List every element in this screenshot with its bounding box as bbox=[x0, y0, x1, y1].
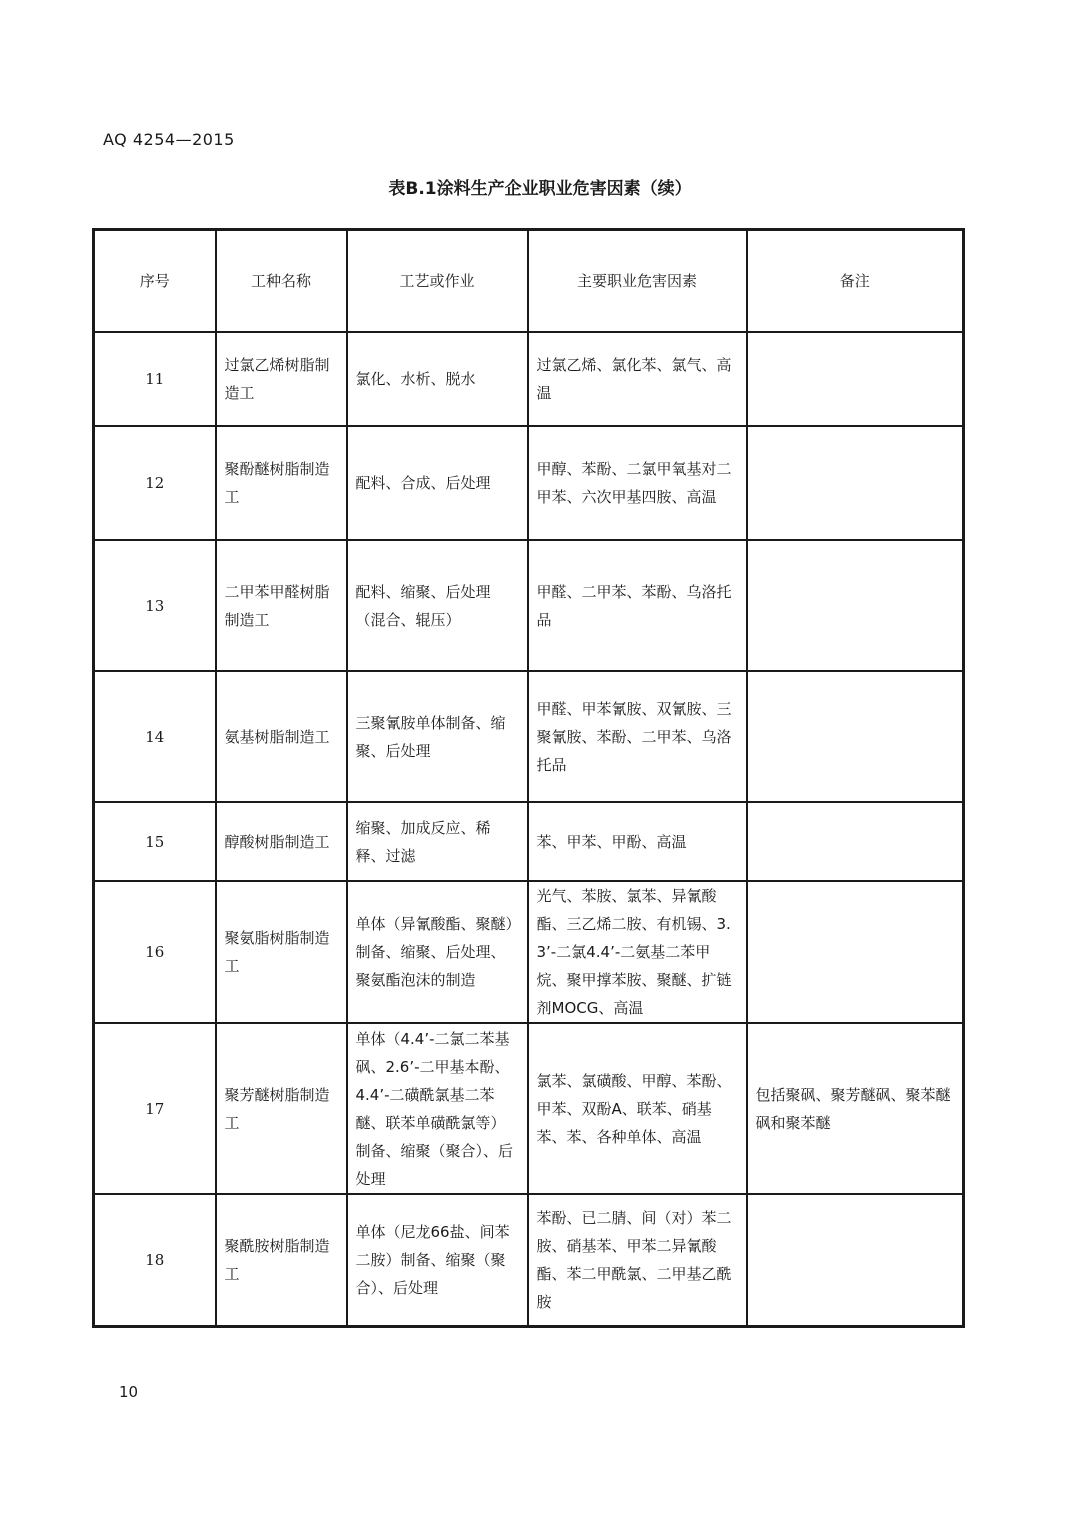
row-number: 11 bbox=[94, 332, 216, 426]
table-title: 表B.1涂料生产企业职业危害因素（续） bbox=[388, 179, 692, 199]
job-name: 醇酸树脂制造工 bbox=[216, 802, 347, 881]
note bbox=[747, 881, 964, 1023]
hazards: 光气、苯胺、氯苯、异氰酸酯、三乙烯二胺、有机锡、3.3’-二氯4.4’-二氨基二苯甲烷、聚甲撑苯胺、聚醚、扩链剂MOCG、高温 bbox=[528, 881, 747, 1023]
process: 配料、合成、后处理 bbox=[347, 426, 528, 540]
hazards: 氯苯、氯磺酸、甲醇、苯酚、甲苯、双酚A、联苯、硝基苯、苯、各种单体、高温 bbox=[528, 1023, 747, 1194]
table-row bbox=[94, 881, 964, 1023]
note bbox=[747, 802, 964, 881]
row-number: 15 bbox=[94, 802, 216, 881]
row-number: 17 bbox=[94, 1023, 216, 1194]
process: 配料、缩聚、后处理（混合、辊压） bbox=[347, 540, 528, 671]
row-number: 14 bbox=[94, 671, 216, 802]
job-name: 聚酰胺树脂制造工 bbox=[216, 1194, 347, 1326]
row-number: 13 bbox=[94, 540, 216, 671]
column-header-process: 工艺或作业 bbox=[347, 230, 528, 333]
table-row bbox=[94, 540, 964, 671]
document-code: AQ 4254—2015 bbox=[103, 130, 235, 149]
job-name: 二甲苯甲醛树脂制造工 bbox=[216, 540, 347, 671]
column-header-hazards: 主要职业危害因素 bbox=[528, 230, 747, 333]
table-row bbox=[94, 802, 964, 881]
job-name: 氨基树脂制造工 bbox=[216, 671, 347, 802]
row-number: 18 bbox=[94, 1194, 216, 1326]
job-name: 聚芳醚树脂制造工 bbox=[216, 1023, 347, 1194]
process: 缩聚、加成反应、稀释、过滤 bbox=[347, 802, 528, 881]
job-name: 聚酚醚树脂制造工 bbox=[216, 426, 347, 540]
row-number: 12 bbox=[94, 426, 216, 540]
table-row bbox=[94, 1194, 964, 1326]
table-row bbox=[94, 1023, 964, 1194]
hazards: 甲醇、苯酚、二氯甲氧基对二甲苯、六次甲基四胺、高温 bbox=[528, 426, 747, 540]
table-row bbox=[94, 671, 964, 802]
hazards: 甲醛、甲苯氰胺、双氰胺、三聚氰胺、苯酚、二甲苯、乌洛托品 bbox=[528, 671, 747, 802]
note bbox=[747, 426, 964, 540]
note bbox=[747, 671, 964, 802]
note bbox=[747, 540, 964, 671]
hazard-table bbox=[92, 228, 965, 1328]
process: 单体（尼龙66盐、间苯二胺）制备、缩聚（聚合）、后处理 bbox=[347, 1194, 528, 1326]
table-row bbox=[94, 332, 964, 426]
job-name: 聚氨脂树脂制造工 bbox=[216, 881, 347, 1023]
note bbox=[747, 332, 964, 426]
note: 包括聚砜、聚芳醚砜、聚苯醚砜和聚苯醚 bbox=[747, 1023, 964, 1194]
process: 氯化、水析、脱水 bbox=[347, 332, 528, 426]
table-header-row bbox=[94, 230, 964, 333]
column-header-note: 备注 bbox=[747, 230, 964, 333]
note bbox=[747, 1194, 964, 1326]
column-header-job: 工种名称 bbox=[216, 230, 347, 333]
job-name: 过氯乙烯树脂制造工 bbox=[216, 332, 347, 426]
hazards: 甲醛、二甲苯、苯酚、乌洛托品 bbox=[528, 540, 747, 671]
hazards: 苯酚、已二腈、间（对）苯二胺、硝基苯、甲苯二异氰酸酯、苯二甲酰氯、二甲基乙酰胺 bbox=[528, 1194, 747, 1326]
row-number: 16 bbox=[94, 881, 216, 1023]
process: 三聚氰胺单体制备、缩聚、后处理 bbox=[347, 671, 528, 802]
table-row bbox=[94, 426, 964, 540]
hazards: 过氯乙烯、氯化苯、氯气、高温 bbox=[528, 332, 747, 426]
process: 单体（异氰酸酯、聚醚）制备、缩聚、后处理、聚氨酯泡沫的制造 bbox=[347, 881, 528, 1023]
hazards: 苯、甲苯、甲酚、高温 bbox=[528, 802, 747, 881]
process: 单体（4.4’-二氯二苯基砜、2.6’-二甲基本酚、4.4’-二磺酰氯基二苯醚、联苯单磺酰氯等）制备、缩聚（聚合）、后处理 bbox=[347, 1023, 528, 1194]
column-header-no: 序号 bbox=[94, 230, 216, 333]
page-number: 10 bbox=[119, 1383, 139, 1401]
